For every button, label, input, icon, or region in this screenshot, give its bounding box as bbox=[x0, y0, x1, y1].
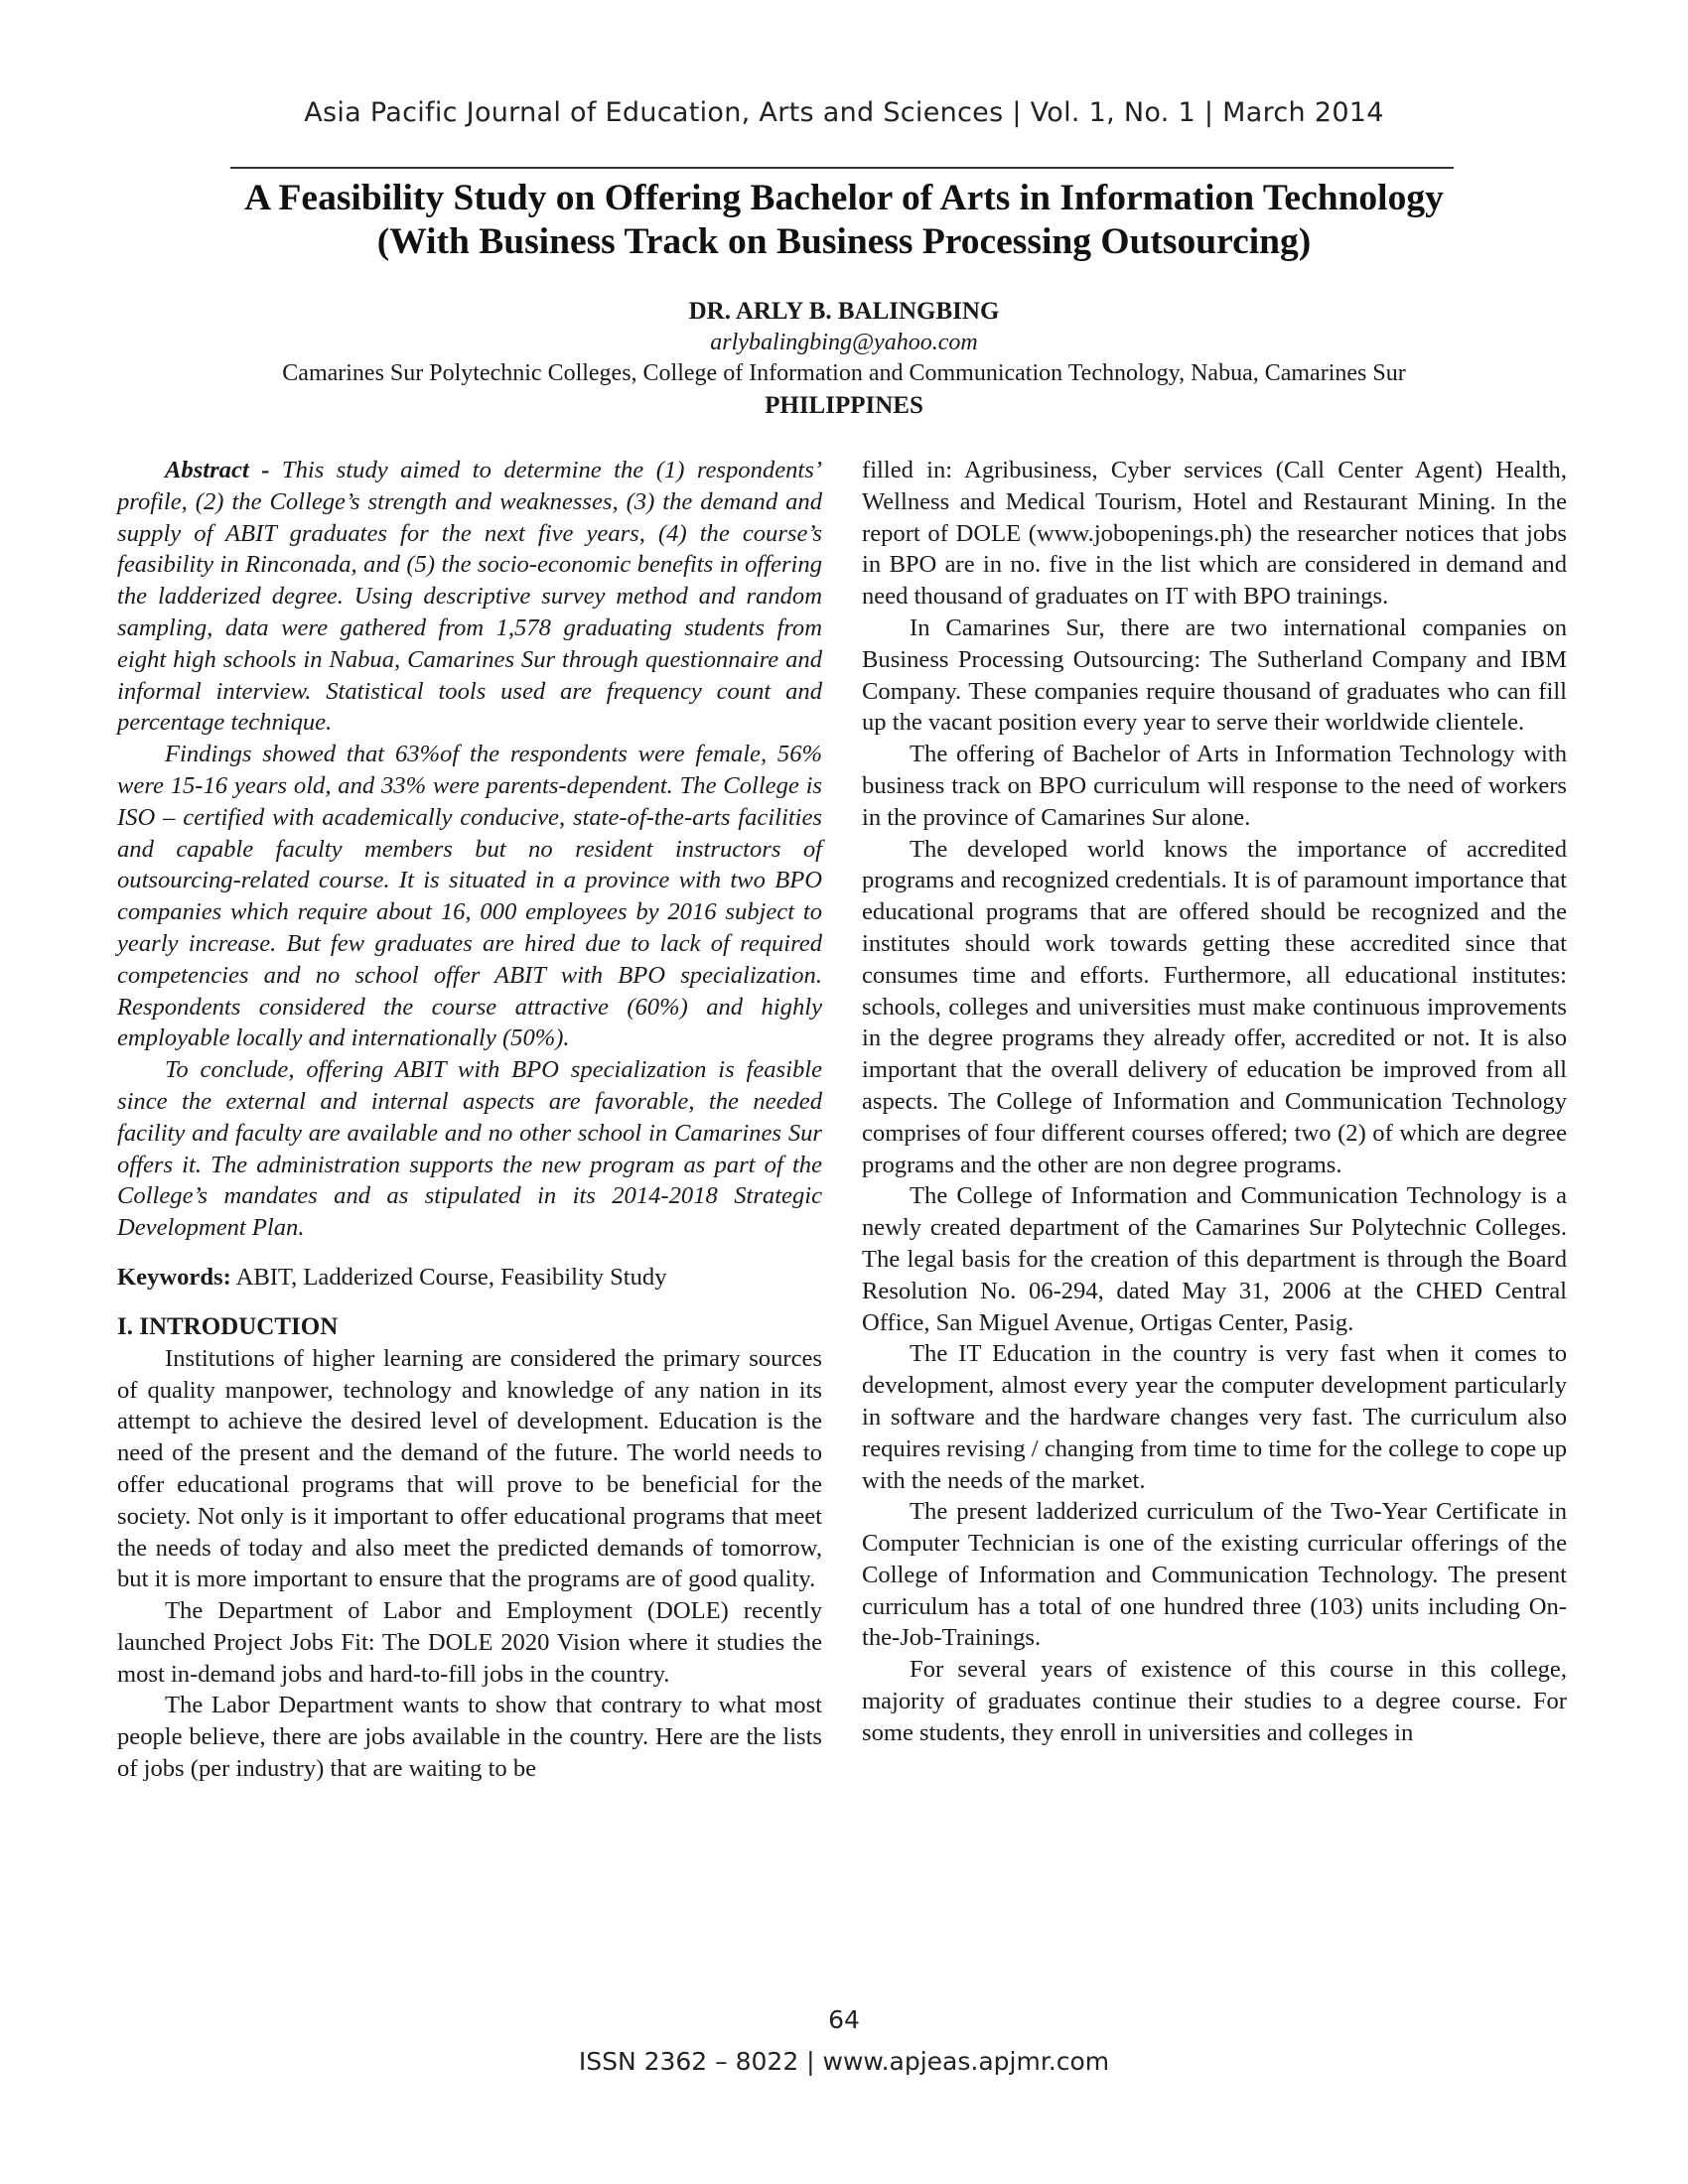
keywords bbox=[117, 1262, 822, 1294]
keywords-text: ABIT, Ladderized Course, Feasibility Study bbox=[235, 1263, 667, 1291]
abstract-text-1: This study aimed to determine the (1) respondents’ profile, (2) the College’s strength and weaknesses, (3) the demand and supply of ABIT graduates for the next five years, (4) the course’s feasibility in Rinconada, and (5) the socio-economic benefits in offering the ladderized degree. Using descriptive survey method and random sampling, data were gathered from 1,578 graduating students from eight high schools in Nabua, Camarines Sur through questionnaire and informal interview. Statistical tools used are frequency count and percentage technique. bbox=[117, 457, 823, 737]
author-affiliation: Camarines Sur Polytechnic Colleges, College of Information and Communication Technology, Nabua, Camarines Sur bbox=[282, 360, 1406, 386]
body-paragraph: The Labor Department wants to show that contrary to what most people believe, there are jobs available in the country. Here are the lists of jobs (per industry) that are waiting to be bbox=[117, 1692, 822, 1783]
author-country: PHILIPPINES bbox=[765, 391, 923, 419]
left-column bbox=[117, 455, 822, 1785]
body-paragraph: Institutions of higher learning are considered the primary sources of quality manpower, technology and knowledge of any nation in its attempt to achieve the desired level of development. Education is the need of the present and the demand of the future. The world needs to offer educational programs that will prove to be beneficial for the society. Not only is it important to offer educational programs that meet the needs of today and also meet the predicted demands of tomorrow, but it is more important to ensure that the programs are of good quality. bbox=[117, 1344, 822, 1593]
title-line-1: A Feasibility Study on Offering Bachelor of Arts in Information Technology bbox=[244, 178, 1444, 218]
section-heading-introduction: I. INTRODUCTION bbox=[117, 1312, 339, 1340]
body-paragraph: The present ladderized curriculum of the Two-Year Certificate in Computer Technician is one of the existing curricular offerings of the College of Information and Communication Technology. The present curriculum has a total of one hundred three (103) units including On-the-Job-Trainings. bbox=[862, 1498, 1567, 1652]
author-email: arlybalingbing@yahoo.com bbox=[710, 329, 978, 355]
keywords-label: Keywords: bbox=[117, 1263, 231, 1291]
body-paragraph: filled in: Agribusiness, Cyber services (Call Center Agent) Health, Wellness and Medical Tourism, Hotel and Restaurant Mining. In the report of DOLE (www.jobopenings.ph) the researcher notices that jobs in BPO are in no. five in the list which are considered in demand and need thousand of graduates on IT with BPO trainings. bbox=[862, 457, 1567, 611]
abstract-paragraph-2: Findings showed that 63%of the respondents were female, 56% were 15-16 years old, and 33% were parents-dependent. The College is ISO – certified with academically conducive, state-of-the-arts facilities and capable faculty members but no resident instructors of outsourcing-related course. It is situated in a province with two BPO companies which require about 16, 000 employees by 2016 subject to yearly increase. But few graduates are hired due to lack of required competencies and no school offer ABIT with BPO specialization. Respondents considered the course attractive (60%) and highly employable locally and internationally (50%). bbox=[117, 741, 822, 1052]
abstract bbox=[117, 455, 822, 1244]
header-divider bbox=[230, 167, 1454, 169]
author-name: DR. ARLY B. BALINGBING bbox=[688, 298, 1000, 325]
body-paragraph: The offering of Bachelor of Arts in Information Technology with business track on BPO curriculum will response to the need of workers in the province of Camarines Sur alone. bbox=[862, 741, 1567, 831]
body-paragraph: The Department of Labor and Employment (DOLE) recently launched Project Jobs Fit: The DOLE 2020 Vision where it studies the most in-demand jobs and hard-to-fill jobs in the country. bbox=[117, 1597, 822, 1688]
footer-issn: ISSN 2362 – 8022 | www.apjeas.apjmr.com bbox=[578, 2047, 1110, 2076]
abstract-paragraph-1 bbox=[117, 455, 822, 739]
journal-header: Asia Pacific Journal of Education, Arts and Sciences | Vol. 1, No. 1 | March 2014 bbox=[304, 97, 1384, 128]
title-line-2: (With Business Track on Business Processing Outsourcing) bbox=[376, 221, 1312, 262]
paper-title bbox=[119, 177, 1569, 264]
body-paragraph: In Camarines Sur, there are two international companies on Business Processing Outsourcing: The Sutherland Company and IBM Company. These companies require thousand of graduates who can fill up the vacant position every year to serve their worldwide clientele. bbox=[862, 614, 1567, 737]
page-number: 64 bbox=[828, 2005, 860, 2034]
abstract-paragraph-3: To conclude, offering ABIT with BPO specialization is feasible since the external and internal aspects are favorable, the needed facility and faculty are available and no other school in Camarines Sur offers it. The administration supports the new program as part of the College’s mandates and as stipulated in its 2014-2018 Strategic Development Plan. bbox=[117, 1056, 822, 1242]
body-paragraph: The College of Information and Communication Technology is a newly created department of the Camarines Sur Polytechnic Colleges. The legal basis for the creation of this department is through the Board Resolution No. 06-294, dated May 31, 2006 at the CHED Central Office, San Miguel Avenue, Ortigas Center, Pasig. bbox=[862, 1182, 1567, 1336]
abstract-label: Abstract - bbox=[165, 457, 270, 483]
body-paragraph: The IT Education in the country is very fast when it comes to development, almost every year the computer development particularly in software and the hardware changes very fast. The curriculum also requires revising / changing from time to time for the college to cope up with the needs of the market. bbox=[862, 1340, 1567, 1494]
author-block bbox=[99, 296, 1589, 421]
right-column bbox=[862, 455, 1567, 1749]
body-paragraph: The developed world knows the importance of accredited programs and recognized credentials. It is of paramount importance that educational programs that are offered should be recognized and the institutes should work towards getting these accredited since that consumes time and efforts. Furthermore, all educational institutes: schools, colleges and universities must make continuous improvements in the degree programs they already offer, accredited or not. It is also important that the overall delivery of education be improved from all aspects. The College of Information and Communication Technology comprises of four different courses offered; two (2) of which are degree programs and the other are non degree programs. bbox=[862, 835, 1567, 1178]
body-paragraph: For several years of existence of this course in this college, majority of graduates continue their studies to a degree course. For some students, they enroll in universities and colleges in bbox=[862, 1656, 1567, 1746]
